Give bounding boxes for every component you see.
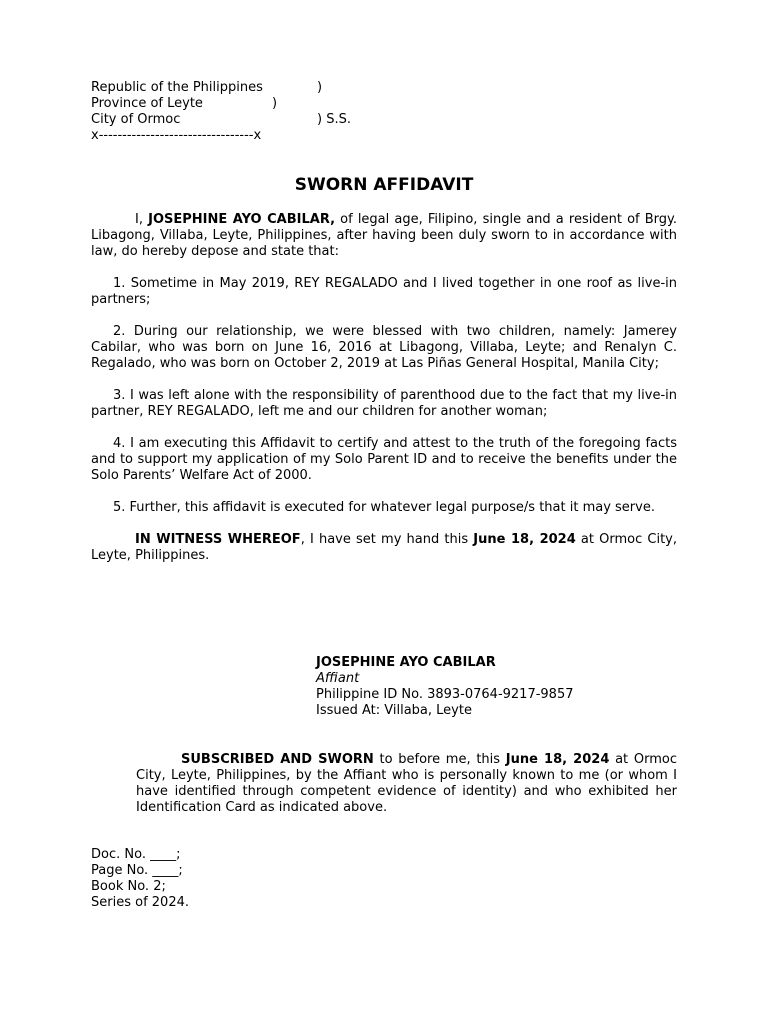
affidavit-body <box>91 212 677 564</box>
signatory-id: Philippine ID No. 3893-0764-9217-9857 <box>316 687 574 702</box>
venue-line-republic: Republic of the Philippines ) <box>91 80 323 95</box>
paragraph-3: 3. I was left alone with the responsibility of parenthood due to the fact that my live-in partner, REY REGALADO, left me and our children for another woman; <box>91 388 677 419</box>
jurat-text: SUBSCRIBED AND SWORN to before me, this June 18, 2024 at Ormoc City, Leyte, Philippines, by the Affiant who is personally known to me (or whom I have identified through competent evidence of identity) and who exhibited her Identification Card as indicated above. <box>136 752 677 815</box>
venue-line-city: City of Ormoc ) S.S. <box>91 112 351 127</box>
witness-clause: IN WITNESS WHEREOF, I have set my hand this June 18, 2024 at Ormoc City, Leyte, Philippines. <box>91 532 677 563</box>
affiant-name: JOSEPHINE AYO CABILAR, <box>148 212 336 227</box>
signature-block <box>316 655 676 719</box>
jurat-date: June 18, 2024 <box>505 752 610 767</box>
paragraph-2: 2. During our relationship, we were blessed with two children, namely: Jamerey Cabilar, who was born on June 16, 2016 at Libagong, Villaba, Leyte; and Renalyn C. Regalado, who was born on October 2, 2019 at Las Piñas General Hospital, Manila City; <box>91 324 677 371</box>
series-year: Series of 2024. <box>91 895 189 910</box>
jurat-block <box>136 752 677 816</box>
paragraph-4: 4. I am executing this Affidavit to certify and attest to the truth of the foregoing facts and to support my application of my Solo Parent ID and to receive the benefits under the Solo Parents’ Welfare Act of 2000. <box>91 436 677 483</box>
venue-block <box>91 80 391 144</box>
document-title: SWORN AFFIDAVIT <box>294 175 474 195</box>
venue-line-province: Province of Leyte ) <box>91 96 278 111</box>
paragraph-5: 5. Further, this affidavit is executed for whatever legal purpose/s that it may serve. <box>113 500 655 515</box>
paragraph-1: 1. Sometime in May 2019, REY REGALADO and I lived together in one roof as live-in partners; <box>91 276 677 307</box>
signatory-name: JOSEPHINE AYO CABILAR <box>316 655 496 670</box>
page-number: Page No. ____; <box>91 863 183 878</box>
witness-date: June 18, 2024 <box>473 532 576 547</box>
doc-number: Doc. No. ____; <box>91 847 181 862</box>
signatory-role: Affiant <box>316 671 360 686</box>
book-number: Book No. 2; <box>91 879 166 894</box>
venue-separator: x---------------------------------x <box>91 128 262 143</box>
intro-paragraph: I, JOSEPHINE AYO CABILAR, of legal age, Filipino, single and a resident of Brgy. Libagong, Villaba, Leyte, Philippines, after having been duly sworn to in accordance with law, do hereby depose and state that: <box>91 212 677 259</box>
notary-register <box>91 847 391 911</box>
signatory-issued: Issued At: Villaba, Leyte <box>316 703 472 718</box>
